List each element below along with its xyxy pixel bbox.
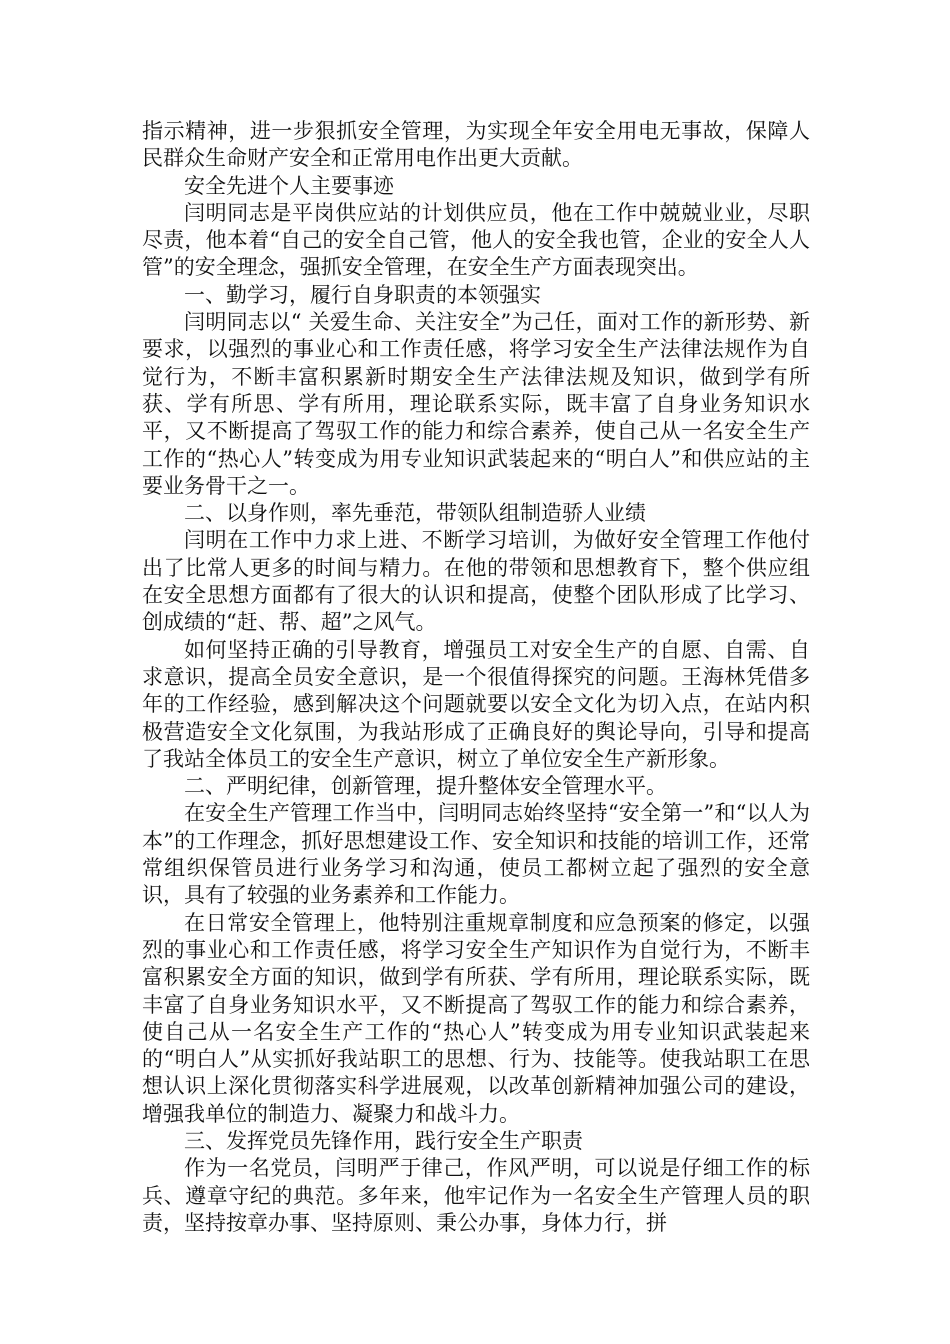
paragraph-party-member: 作为一名党员，闫明严于律己，作风严明，可以说是仔细工作的标兵、遵章守纪的典范。多年来，他牢记作为一名安全生产管理人员的职责，坚持按章办事、坚持原则、秉公办事，身体力行，拼 xyxy=(142,1156,810,1235)
paragraph-guidance: 如何坚持正确的引导教育，增强员工对安全生产的自愿、自需、自求意识，提高全员安全意识，是一个很值得探究的问题。王海林凭借多年的工作经验，感到解决这个问题就要以安全文化为切入点，在站内积极营造安全文化氛围，为我站形成了正确良好的舆论导向，引导和提高了我站全体员工的安全生产意识，树立了单位安全生产新形象。 xyxy=(142,637,810,771)
paragraph-intro: 闫明同志是平岗供应站的计划供应员，他在工作中兢兢业业，尽职尽责，他本着“自己的安全自己管，他人的安全我也管，企业的安全人人管”的安全理念，强抓安全管理，在安全生产方面表现突出。 xyxy=(142,200,810,280)
paragraph-study: 闫明同志以“ 关爱生命、关注安全”为己任，面对工作的新形势、新要求，以强烈的事业心和工作责任感，将学习安全生产法律法规作为自觉行为，不断丰富积累新时期安全生产法律法规及知识，做到学有所获、学有所思、学有所用，理论联系实际，既丰富了自身业务知识水平，又不断提高了驾驭工作的能力和综合素养，使自己从一名安全生产工作的“热心人”转变成为用专业知识武装起来的“明白人”和供应站的主要业务骨干之一。 xyxy=(142,310,810,498)
section-heading-2: 二、以身作则，率先垂范，带领队组制造骄人业绩 xyxy=(184,501,646,526)
paragraph-leadership: 闫明在工作中力求上进、不断学习培训，为做好安全管理工作他付出了比常人更多的时间与精力。在他的带领和思想教育下，整个供应组在安全思想方面都有了很大的认识和提高，使整个团队形成了比学习、创成绩的“赶、帮、超”之风气。 xyxy=(142,528,810,635)
document-page xyxy=(142,118,810,1237)
section-title: 安全先进个人主要事迹 xyxy=(184,173,394,198)
section-heading-4: 三、发挥党员先锋作用，践行安全生产职责 xyxy=(184,1128,583,1153)
paragraph-daily-management: 在日常安全管理上，他特别注重规章制度和应急预案的修定，以强烈的事业心和工作责任感，将学习安全生产知识作为自觉行为，不断丰富积累安全方面的知识，做到学有所获、学有所用，理论联系实际，既丰富了自身业务知识水平，又不断提高了驾驭工作的能力和综合素养，使自己从一名安全生产工作的“热心人”转变成为用专业知识武装起来的“明白人”从实抓好我站职工的思想、行为、技能等。使我站职工在思想认识上深化贯彻落实科学进展观，以改革创新精神加强公司的建设，增强我单位的制造力、凝聚力和战斗力。 xyxy=(142,910,810,1126)
section-heading-1: 一、勤学习，履行自身职责的本领强实 xyxy=(184,282,541,307)
paragraph-continuation: 指示精神，进一步狠抓安全管理，为实现全年安全用电无事故，保障人民群众生命财产安全和正常用电作出更大贡献。 xyxy=(142,119,810,171)
section-heading-3: 二、严明纪律，创新管理，提升整体安全管理水平。 xyxy=(184,774,667,799)
paragraph-discipline: 在安全生产管理工作当中，闫明同志始终坚持“安全第一”和“以人为本”的工作理念，抓好思想建设工作、安全知识和技能的培训工作，还常常组织保管员进行业务学习和沟通，使员工都树立起了强烈的安全意识，具有了较强的业务素养和工作能力。 xyxy=(142,801,810,908)
